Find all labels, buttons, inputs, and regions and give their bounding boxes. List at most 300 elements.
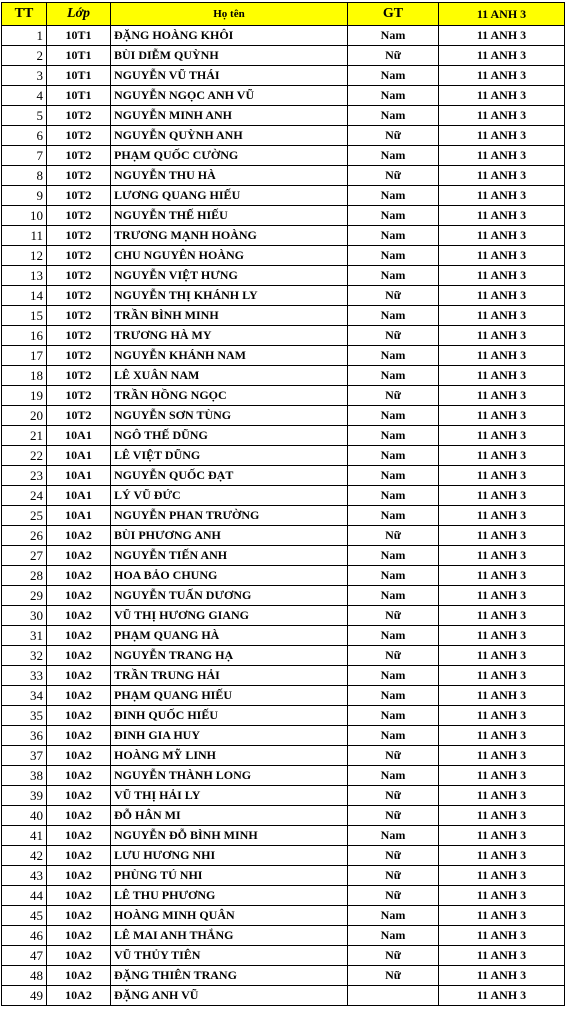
cell-tt: 38 xyxy=(2,766,47,786)
cell-class: 11 ANH 3 xyxy=(439,366,565,386)
cell-class: 11 ANH 3 xyxy=(439,246,565,266)
cell-gt: Nữ xyxy=(348,886,439,906)
cell-class: 11 ANH 3 xyxy=(439,886,565,906)
cell-name: TRƯƠNG MẠNH HOÀNG xyxy=(111,226,348,246)
cell-gt: Nam xyxy=(348,306,439,326)
table-row xyxy=(2,566,565,586)
cell-tt: 39 xyxy=(2,786,47,806)
table-row xyxy=(2,46,565,66)
cell-lop: 10T2 xyxy=(47,166,111,186)
cell-class: 11 ANH 3 xyxy=(439,986,565,1006)
cell-name: BÙI PHƯƠNG ANH xyxy=(111,526,348,546)
table-row xyxy=(2,406,565,426)
header-name: Họ tên xyxy=(111,3,348,26)
cell-name: NGUYỄN THU HÀ xyxy=(111,166,348,186)
cell-tt: 16 xyxy=(2,326,47,346)
cell-lop: 10T2 xyxy=(47,106,111,126)
cell-name: LÊ XUÂN NAM xyxy=(111,366,348,386)
cell-name: ĐẶNG HOÀNG KHÔI xyxy=(111,26,348,46)
cell-class: 11 ANH 3 xyxy=(439,386,565,406)
table-row xyxy=(2,686,565,706)
cell-class: 11 ANH 3 xyxy=(439,266,565,286)
cell-lop: 10A2 xyxy=(47,546,111,566)
cell-lop: 10A2 xyxy=(47,746,111,766)
table-row xyxy=(2,66,565,86)
table-row xyxy=(2,26,565,46)
table-row xyxy=(2,346,565,366)
table-row xyxy=(2,966,565,986)
cell-lop: 10T1 xyxy=(47,26,111,46)
cell-gt: Nữ xyxy=(348,786,439,806)
cell-class: 11 ANH 3 xyxy=(439,686,565,706)
table-row xyxy=(2,86,565,106)
cell-tt: 37 xyxy=(2,746,47,766)
cell-gt xyxy=(348,986,439,1006)
cell-tt: 23 xyxy=(2,466,47,486)
cell-gt: Nữ xyxy=(348,126,439,146)
cell-lop: 10A1 xyxy=(47,466,111,486)
table-row xyxy=(2,106,565,126)
table-body xyxy=(2,26,565,1006)
cell-class: 11 ANH 3 xyxy=(439,866,565,886)
table-row xyxy=(2,726,565,746)
table-row xyxy=(2,826,565,846)
cell-gt: Nam xyxy=(348,246,439,266)
table-row xyxy=(2,626,565,646)
cell-name: NGUYỄN ĐỖ BÌNH MINH xyxy=(111,826,348,846)
cell-name: NGUYỄN THÀNH LONG xyxy=(111,766,348,786)
table-row xyxy=(2,986,565,1006)
table-row xyxy=(2,146,565,166)
cell-name: ĐẶNG ANH VŨ xyxy=(111,986,348,1006)
cell-name: PHẠM QUANG HIẾU xyxy=(111,686,348,706)
cell-tt: 19 xyxy=(2,386,47,406)
cell-tt: 43 xyxy=(2,866,47,886)
cell-tt: 11 xyxy=(2,226,47,246)
table-row xyxy=(2,766,565,786)
cell-class: 11 ANH 3 xyxy=(439,486,565,506)
cell-tt: 15 xyxy=(2,306,47,326)
cell-tt: 46 xyxy=(2,926,47,946)
cell-tt: 47 xyxy=(2,946,47,966)
cell-class: 11 ANH 3 xyxy=(439,426,565,446)
cell-tt: 42 xyxy=(2,846,47,866)
cell-name: VŨ THỦY TIÊN xyxy=(111,946,348,966)
cell-gt: Nữ xyxy=(348,746,439,766)
cell-lop: 10A2 xyxy=(47,806,111,826)
cell-gt: Nam xyxy=(348,66,439,86)
cell-tt: 9 xyxy=(2,186,47,206)
cell-lop: 10A1 xyxy=(47,426,111,446)
cell-lop: 10T1 xyxy=(47,86,111,106)
cell-name: NGUYỄN NGỌC ANH VŨ xyxy=(111,86,348,106)
cell-gt: Nữ xyxy=(348,606,439,626)
table-row xyxy=(2,366,565,386)
cell-tt: 27 xyxy=(2,546,47,566)
cell-name: TRẦN TRUNG HẢI xyxy=(111,666,348,686)
cell-name: HOA BẢO CHUNG xyxy=(111,566,348,586)
cell-name: ĐỖ HÂN MI xyxy=(111,806,348,826)
cell-tt: 2 xyxy=(2,46,47,66)
cell-class: 11 ANH 3 xyxy=(439,506,565,526)
cell-class: 11 ANH 3 xyxy=(439,46,565,66)
cell-tt: 14 xyxy=(2,286,47,306)
cell-tt: 12 xyxy=(2,246,47,266)
cell-class: 11 ANH 3 xyxy=(439,726,565,746)
cell-lop: 10T2 xyxy=(47,126,111,146)
cell-name: NGUYỄN QUỲNH ANH xyxy=(111,126,348,146)
cell-tt: 4 xyxy=(2,86,47,106)
cell-class: 11 ANH 3 xyxy=(439,606,565,626)
cell-tt: 3 xyxy=(2,66,47,86)
cell-class: 11 ANH 3 xyxy=(439,566,565,586)
cell-name: LƯƠNG QUANG HIẾU xyxy=(111,186,348,206)
cell-gt: Nam xyxy=(348,186,439,206)
cell-tt: 7 xyxy=(2,146,47,166)
cell-gt: Nam xyxy=(348,926,439,946)
table-row xyxy=(2,466,565,486)
cell-lop: 10T2 xyxy=(47,266,111,286)
cell-name: LƯU HƯƠNG NHI xyxy=(111,846,348,866)
cell-tt: 28 xyxy=(2,566,47,586)
cell-gt: Nam xyxy=(348,426,439,446)
cell-name: TRẦN HỒNG NGỌC xyxy=(111,386,348,406)
cell-name: CHU NGUYÊN HOÀNG xyxy=(111,246,348,266)
table-row xyxy=(2,166,565,186)
table-row xyxy=(2,386,565,406)
cell-lop: 10T2 xyxy=(47,146,111,166)
cell-tt: 44 xyxy=(2,886,47,906)
cell-gt: Nam xyxy=(348,406,439,426)
cell-tt: 34 xyxy=(2,686,47,706)
cell-gt: Nam xyxy=(348,226,439,246)
cell-class: 11 ANH 3 xyxy=(439,406,565,426)
cell-lop: 10A2 xyxy=(47,726,111,746)
cell-class: 11 ANH 3 xyxy=(439,26,565,46)
table-header xyxy=(2,3,565,26)
cell-lop: 10A2 xyxy=(47,706,111,726)
cell-gt: Nam xyxy=(348,506,439,526)
cell-lop: 10A2 xyxy=(47,926,111,946)
table-row xyxy=(2,206,565,226)
cell-gt: Nam xyxy=(348,346,439,366)
cell-gt: Nữ xyxy=(348,46,439,66)
cell-tt: 40 xyxy=(2,806,47,826)
cell-gt: Nam xyxy=(348,106,439,126)
cell-class: 11 ANH 3 xyxy=(439,906,565,926)
cell-tt: 18 xyxy=(2,366,47,386)
cell-class: 11 ANH 3 xyxy=(439,226,565,246)
cell-class: 11 ANH 3 xyxy=(439,826,565,846)
table-row xyxy=(2,506,565,526)
cell-tt: 10 xyxy=(2,206,47,226)
cell-gt: Nam xyxy=(348,686,439,706)
cell-name: LÊ VIỆT DŨNG xyxy=(111,446,348,466)
cell-name: VŨ THỊ HƯƠNG GIANG xyxy=(111,606,348,626)
cell-class: 11 ANH 3 xyxy=(439,126,565,146)
cell-class: 11 ANH 3 xyxy=(439,666,565,686)
table-row xyxy=(2,186,565,206)
cell-class: 11 ANH 3 xyxy=(439,326,565,346)
table-row xyxy=(2,326,565,346)
cell-tt: 49 xyxy=(2,986,47,1006)
cell-gt: Nữ xyxy=(348,326,439,346)
header-row xyxy=(2,3,565,26)
cell-lop: 10T1 xyxy=(47,46,111,66)
cell-class: 11 ANH 3 xyxy=(439,446,565,466)
cell-tt: 13 xyxy=(2,266,47,286)
cell-tt: 45 xyxy=(2,906,47,926)
cell-gt: Nam xyxy=(348,466,439,486)
cell-lop: 10A2 xyxy=(47,766,111,786)
cell-name: TRƯƠNG HÀ MY xyxy=(111,326,348,346)
cell-name: ĐẶNG THIÊN TRANG xyxy=(111,966,348,986)
cell-tt: 30 xyxy=(2,606,47,626)
table-row xyxy=(2,586,565,606)
cell-gt: Nam xyxy=(348,766,439,786)
cell-gt: Nam xyxy=(348,726,439,746)
table-row xyxy=(2,426,565,446)
cell-class: 11 ANH 3 xyxy=(439,706,565,726)
cell-gt: Nữ xyxy=(348,946,439,966)
cell-gt: Nam xyxy=(348,906,439,926)
cell-name: NGUYỄN THẾ HIẾU xyxy=(111,206,348,226)
table-row xyxy=(2,906,565,926)
cell-tt: 25 xyxy=(2,506,47,526)
cell-lop: 10A2 xyxy=(47,946,111,966)
table-row xyxy=(2,446,565,466)
cell-gt: Nam xyxy=(348,586,439,606)
cell-lop: 10A2 xyxy=(47,626,111,646)
header-gt: GT xyxy=(348,3,439,26)
cell-tt: 33 xyxy=(2,666,47,686)
header-lop: Lớp xyxy=(47,3,111,26)
cell-gt: Nam xyxy=(348,146,439,166)
cell-lop: 10T2 xyxy=(47,286,111,306)
cell-tt: 24 xyxy=(2,486,47,506)
cell-class: 11 ANH 3 xyxy=(439,946,565,966)
cell-name: LÊ THU PHƯƠNG xyxy=(111,886,348,906)
cell-name: PHÙNG TÚ NHI xyxy=(111,866,348,886)
table-row xyxy=(2,706,565,726)
cell-class: 11 ANH 3 xyxy=(439,166,565,186)
cell-class: 11 ANH 3 xyxy=(439,966,565,986)
cell-lop: 10A2 xyxy=(47,566,111,586)
cell-name: NGUYỄN TIẾN ANH xyxy=(111,546,348,566)
cell-gt: Nam xyxy=(348,706,439,726)
cell-name: NGUYỄN TUẤN DƯƠNG xyxy=(111,586,348,606)
cell-gt: Nam xyxy=(348,826,439,846)
table-row xyxy=(2,946,565,966)
cell-lop: 10T1 xyxy=(47,66,111,86)
cell-class: 11 ANH 3 xyxy=(439,286,565,306)
cell-class: 11 ANH 3 xyxy=(439,66,565,86)
cell-class: 11 ANH 3 xyxy=(439,466,565,486)
cell-lop: 10A2 xyxy=(47,666,111,686)
cell-tt: 41 xyxy=(2,826,47,846)
cell-gt: Nam xyxy=(348,546,439,566)
header-class: 11 ANH 3 xyxy=(439,3,565,26)
cell-name: NGÔ THẾ DŨNG xyxy=(111,426,348,446)
cell-gt: Nam xyxy=(348,206,439,226)
cell-tt: 20 xyxy=(2,406,47,426)
cell-class: 11 ANH 3 xyxy=(439,546,565,566)
cell-class: 11 ANH 3 xyxy=(439,586,565,606)
cell-lop: 10T2 xyxy=(47,346,111,366)
cell-tt: 21 xyxy=(2,426,47,446)
table-row xyxy=(2,286,565,306)
cell-tt: 1 xyxy=(2,26,47,46)
table-row xyxy=(2,786,565,806)
table-row xyxy=(2,266,565,286)
cell-gt: Nữ xyxy=(348,386,439,406)
cell-gt: Nam xyxy=(348,366,439,386)
cell-tt: 5 xyxy=(2,106,47,126)
cell-class: 11 ANH 3 xyxy=(439,646,565,666)
cell-name: NGUYỄN QUỐC ĐẠT xyxy=(111,466,348,486)
cell-class: 11 ANH 3 xyxy=(439,786,565,806)
cell-gt: Nữ xyxy=(348,806,439,826)
cell-gt: Nữ xyxy=(348,966,439,986)
cell-gt: Nam xyxy=(348,486,439,506)
cell-lop: 10A2 xyxy=(47,966,111,986)
cell-class: 11 ANH 3 xyxy=(439,306,565,326)
student-table xyxy=(1,2,565,1006)
cell-tt: 35 xyxy=(2,706,47,726)
table-row xyxy=(2,246,565,266)
cell-lop: 10T2 xyxy=(47,306,111,326)
cell-gt: Nữ xyxy=(348,286,439,306)
cell-gt: Nam xyxy=(348,26,439,46)
cell-tt: 6 xyxy=(2,126,47,146)
header-tt: TT xyxy=(2,3,47,26)
cell-lop: 10A2 xyxy=(47,646,111,666)
cell-gt: Nam xyxy=(348,666,439,686)
cell-class: 11 ANH 3 xyxy=(439,526,565,546)
cell-lop: 10T2 xyxy=(47,226,111,246)
cell-lop: 10A1 xyxy=(47,486,111,506)
cell-class: 11 ANH 3 xyxy=(439,206,565,226)
cell-lop: 10A2 xyxy=(47,606,111,626)
cell-tt: 17 xyxy=(2,346,47,366)
cell-lop: 10A2 xyxy=(47,986,111,1006)
cell-lop: 10A1 xyxy=(47,446,111,466)
cell-class: 11 ANH 3 xyxy=(439,846,565,866)
cell-lop: 10A2 xyxy=(47,526,111,546)
cell-lop: 10A2 xyxy=(47,886,111,906)
cell-lop: 10A2 xyxy=(47,826,111,846)
cell-name: VŨ THỊ HẢI LY xyxy=(111,786,348,806)
table-row xyxy=(2,126,565,146)
cell-class: 11 ANH 3 xyxy=(439,746,565,766)
cell-lop: 10A2 xyxy=(47,786,111,806)
cell-gt: Nữ xyxy=(348,166,439,186)
cell-class: 11 ANH 3 xyxy=(439,186,565,206)
cell-gt: Nam xyxy=(348,626,439,646)
cell-gt: Nam xyxy=(348,86,439,106)
table-row xyxy=(2,226,565,246)
cell-tt: 22 xyxy=(2,446,47,466)
cell-name: LÝ VŨ ĐỨC xyxy=(111,486,348,506)
cell-lop: 10T2 xyxy=(47,206,111,226)
cell-tt: 29 xyxy=(2,586,47,606)
cell-name: LÊ MAI ANH THẮNG xyxy=(111,926,348,946)
cell-tt: 48 xyxy=(2,966,47,986)
cell-lop: 10T2 xyxy=(47,186,111,206)
table-row xyxy=(2,746,565,766)
cell-lop: 10A2 xyxy=(47,586,111,606)
cell-tt: 31 xyxy=(2,626,47,646)
cell-name: NGUYỄN KHÁNH NAM xyxy=(111,346,348,366)
table-row xyxy=(2,806,565,826)
cell-lop: 10A2 xyxy=(47,866,111,886)
cell-tt: 8 xyxy=(2,166,47,186)
table-row xyxy=(2,646,565,666)
cell-tt: 26 xyxy=(2,526,47,546)
cell-tt: 32 xyxy=(2,646,47,666)
table-row xyxy=(2,926,565,946)
cell-tt: 36 xyxy=(2,726,47,746)
table-row xyxy=(2,886,565,906)
table-row xyxy=(2,846,565,866)
table-row xyxy=(2,546,565,566)
table-row xyxy=(2,306,565,326)
cell-name: PHẠM QUỐC CƯỜNG xyxy=(111,146,348,166)
cell-name: NGUYỄN SƠN TÙNG xyxy=(111,406,348,426)
cell-gt: Nữ xyxy=(348,846,439,866)
table-row xyxy=(2,606,565,626)
cell-name: NGUYỄN THỊ KHÁNH LY xyxy=(111,286,348,306)
cell-gt: Nam xyxy=(348,446,439,466)
cell-name: NGUYỄN MINH ANH xyxy=(111,106,348,126)
table-row xyxy=(2,666,565,686)
cell-name: HOÀNG MINH QUÂN xyxy=(111,906,348,926)
cell-gt: Nữ xyxy=(348,866,439,886)
cell-gt: Nữ xyxy=(348,526,439,546)
cell-lop: 10A2 xyxy=(47,906,111,926)
cell-class: 11 ANH 3 xyxy=(439,86,565,106)
cell-name: ĐINH QUỐC HIẾU xyxy=(111,706,348,726)
cell-lop: 10A2 xyxy=(47,846,111,866)
cell-gt: Nam xyxy=(348,566,439,586)
cell-class: 11 ANH 3 xyxy=(439,766,565,786)
cell-gt: Nam xyxy=(348,266,439,286)
cell-lop: 10A1 xyxy=(47,506,111,526)
cell-lop: 10T2 xyxy=(47,406,111,426)
cell-name: NGUYỄN VIỆT HƯNG xyxy=(111,266,348,286)
cell-class: 11 ANH 3 xyxy=(439,926,565,946)
cell-name: NGUYỄN PHAN TRƯỜNG xyxy=(111,506,348,526)
cell-lop: 10T2 xyxy=(47,326,111,346)
cell-lop: 10T2 xyxy=(47,386,111,406)
cell-class: 11 ANH 3 xyxy=(439,106,565,126)
cell-lop: 10T2 xyxy=(47,246,111,266)
cell-name: BÙI DIỄM QUỲNH xyxy=(111,46,348,66)
cell-class: 11 ANH 3 xyxy=(439,346,565,366)
cell-class: 11 ANH 3 xyxy=(439,626,565,646)
table-row xyxy=(2,526,565,546)
table-row xyxy=(2,866,565,886)
cell-name: PHẠM QUANG HÀ xyxy=(111,626,348,646)
cell-class: 11 ANH 3 xyxy=(439,146,565,166)
cell-name: NGUYỄN VŨ THÁI xyxy=(111,66,348,86)
cell-gt: Nữ xyxy=(348,646,439,666)
table-row xyxy=(2,486,565,506)
cell-name: NGUYỄN TRANG HẠ xyxy=(111,646,348,666)
cell-class: 11 ANH 3 xyxy=(439,806,565,826)
cell-name: ĐINH GIA HUY xyxy=(111,726,348,746)
cell-name: TRẦN BÌNH MINH xyxy=(111,306,348,326)
